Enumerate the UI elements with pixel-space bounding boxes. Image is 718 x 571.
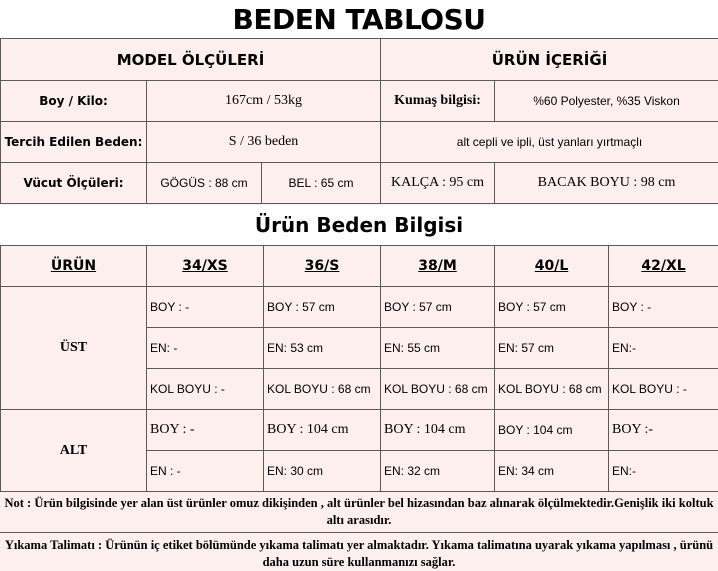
- height-weight-label: Boy / Kilo:: [1, 81, 147, 122]
- top-length-cell: BOY : -: [609, 287, 718, 328]
- bottom-width-cell: EN: 30 cm: [264, 451, 381, 492]
- bottom-group-label: ALT: [1, 410, 147, 492]
- bottom-length-cell: BOY : 104 cm: [381, 410, 495, 451]
- model-measurements-header: MODEL ÖLÇÜLERİ: [1, 39, 381, 81]
- top-width-cell: EN: 55 cm: [381, 328, 495, 369]
- size-header: 40/L: [495, 246, 609, 287]
- top-width-cell: EN:-: [609, 328, 718, 369]
- fabric-value: %60 Polyester, %35 Viskon: [495, 81, 718, 122]
- bottom-length-cell: BOY :-: [609, 410, 718, 451]
- measurement-note: Not : Ürün bilgisinde yer alan üst ürünler omuz dikişinden , alt ürünler bel hizasından baz alınarak ölçülmektedir.Genişlik iki koltuk altı arasıdır.: [0, 495, 718, 533]
- top-group-label: ÜST: [1, 287, 147, 410]
- top-width-cell: EN: 57 cm: [495, 328, 609, 369]
- bottom-width-cell: EN: 34 cm: [495, 451, 609, 492]
- preferred-size-label: Tercih Edilen Beden:: [1, 122, 147, 163]
- top-length-cell: BOY : -: [147, 287, 264, 328]
- fabric-label: Kumaş bilgisi:: [381, 81, 495, 122]
- size-header: 36/S: [264, 246, 381, 287]
- leg-length-measurement: BACAK BOYU : 98 cm: [495, 163, 718, 204]
- preferred-size-value: S / 36 beden: [147, 122, 381, 163]
- top-width-cell: EN: -: [147, 328, 264, 369]
- top-width-cell: EN: 53 cm: [264, 328, 381, 369]
- body-measurements-label: Vücut Ölçüleri:: [1, 163, 147, 204]
- bottom-length-cell: BOY : -: [147, 410, 264, 451]
- top-length-cell: BOY : 57 cm: [495, 287, 609, 328]
- hip-measurement: KALÇA : 95 cm: [381, 163, 495, 204]
- size-header: 34/XS: [147, 246, 264, 287]
- size-header: 42/XL: [609, 246, 718, 287]
- sleeve-length-cell: KOL BOYU : 68 cm: [264, 369, 381, 410]
- bottom-width-cell: EN : -: [147, 451, 264, 492]
- product-column-header: ÜRÜN: [1, 246, 147, 287]
- product-content-header: ÜRÜN İÇERİĞİ: [381, 39, 718, 81]
- product-description: alt cepli ve ipli, üst yanları yırtmaçlı: [381, 122, 718, 163]
- top-length-cell: BOY : 57 cm: [264, 287, 381, 328]
- waist-measurement: BEL : 65 cm: [262, 163, 381, 204]
- top-length-cell: BOY : 57 cm: [381, 287, 495, 328]
- bottom-width-cell: EN:-: [609, 451, 718, 492]
- size-header: 38/M: [381, 246, 495, 287]
- sleeve-length-cell: KOL BOYU : 68 cm: [381, 369, 495, 410]
- sleeve-length-cell: KOL BOYU : -: [147, 369, 264, 410]
- bottom-length-cell: BOY : 104 cm: [495, 410, 609, 451]
- chest-measurement: GÖGÜS : 88 cm: [147, 163, 262, 204]
- bottom-width-cell: EN: 32 cm: [381, 451, 495, 492]
- size-table: [0, 245, 718, 492]
- model-info-table: [0, 38, 718, 204]
- washing-instructions: Yıkama Talimatı : Ürünün iç etiket bölümünde yıkama talimatı yer almaktadır. Yıkama talimatına uyarak yıkama yapılması , ürünü daha uzun süre kullanmanızı sağlar.: [0, 537, 718, 571]
- sleeve-length-cell: KOL BOYU : -: [609, 369, 718, 410]
- bottom-length-cell: BOY : 104 cm: [264, 410, 381, 451]
- height-weight-value: 167cm / 53kg: [147, 81, 381, 122]
- page-title: BEDEN TABLOSU: [0, 0, 718, 38]
- sleeve-length-cell: KOL BOYU : 68 cm: [495, 369, 609, 410]
- size-section-title: Ürün Beden Bilgisi: [0, 205, 718, 245]
